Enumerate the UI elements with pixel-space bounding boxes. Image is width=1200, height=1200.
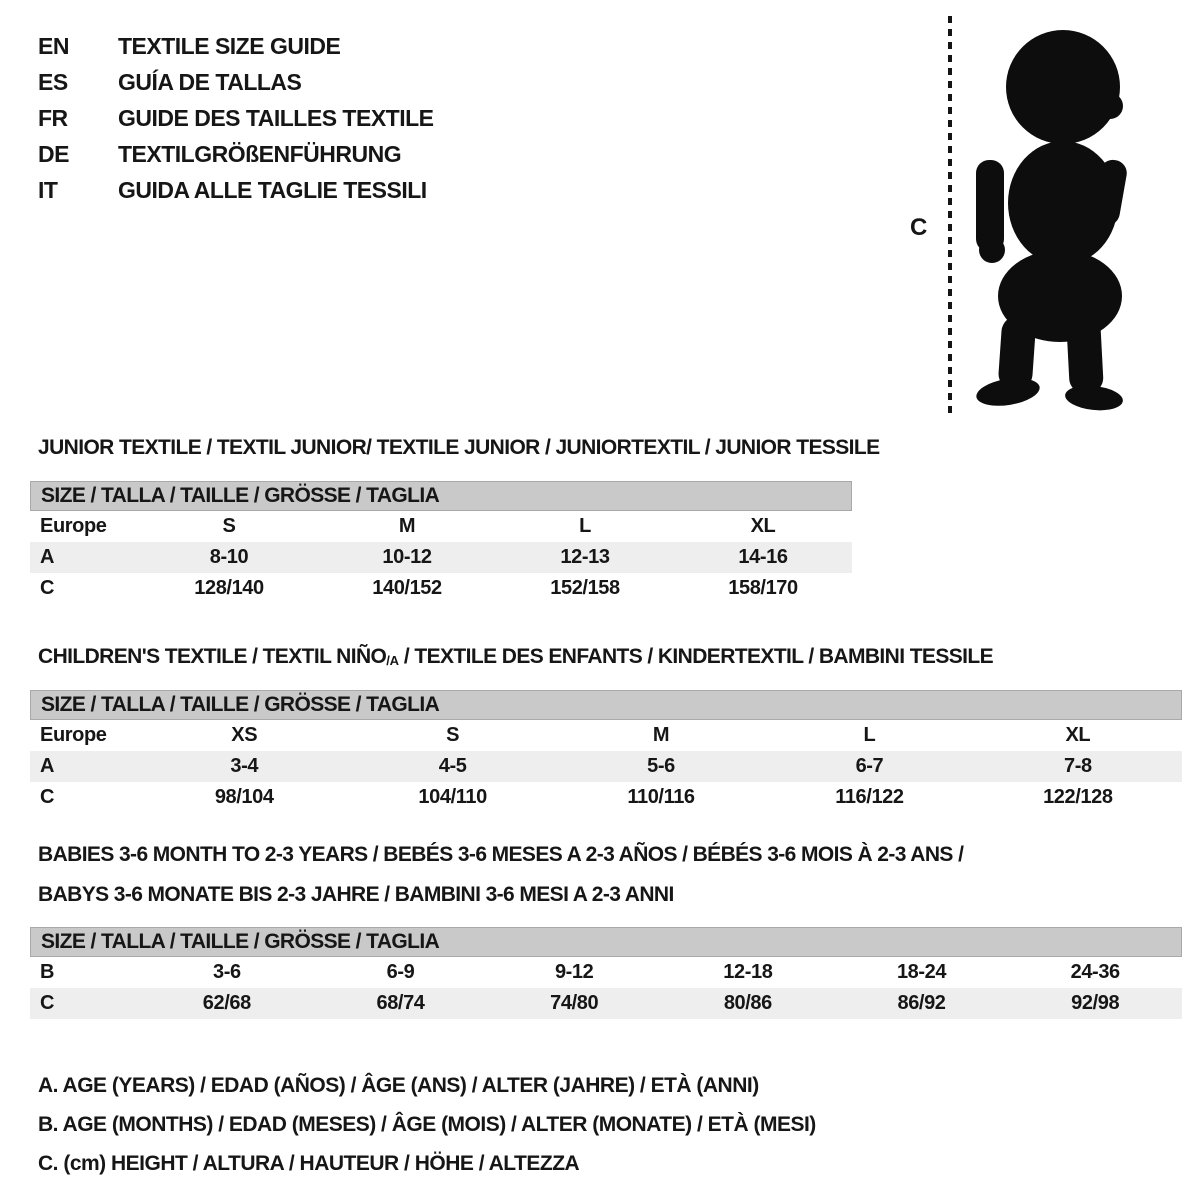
- size-cell: 116/122: [835, 786, 904, 808]
- size-cell: 14-16: [738, 546, 788, 568]
- language-code: ES: [38, 68, 68, 95]
- table-row: [30, 988, 1182, 1019]
- language-code: EN: [38, 32, 69, 59]
- babies-section-title-line2: BABYS 3-6 MONATE BIS 2-3 JAHRE / BAMBINI 3-6 MESI A 2-3 ANNI: [38, 883, 674, 906]
- table-row: [30, 573, 852, 604]
- size-cell: 7-8: [1063, 755, 1092, 777]
- size-cell: XL: [750, 515, 776, 537]
- size-cell: L: [863, 724, 876, 746]
- size-cell: 6-9: [386, 961, 415, 983]
- row-label-cell: Europe: [40, 724, 107, 746]
- language-code: FR: [38, 104, 68, 131]
- row-label-cell: C: [40, 577, 55, 599]
- toddler-silhouette-icon: [968, 18, 1136, 416]
- size-cell: M: [398, 515, 416, 537]
- size-cell: 122/128: [1043, 786, 1113, 808]
- junior-section-title: JUNIOR TEXTILE / TEXTIL JUNIOR/ TEXTILE JUNIOR / JUNIORTEXTIL / JUNIOR TESSILE: [38, 436, 880, 459]
- language-label: TEXTILGRÖßENFÜHRUNG: [118, 140, 402, 167]
- language-row: [38, 136, 434, 172]
- language-row: [38, 28, 434, 64]
- children-title-prefix: CHILDREN'S TEXTILE / TEXTIL NIÑO: [38, 645, 387, 668]
- size-cell: 10-12: [382, 546, 432, 568]
- legend-item-a: A. AGE (YEARS) / EDAD (AÑOS) / ÂGE (ANS) / ALTER (JAHRE) / ETÀ (ANNI): [38, 1073, 759, 1097]
- height-measure-line: [948, 16, 952, 416]
- babies-size-table: [30, 927, 1182, 1019]
- row-label-cell: C: [40, 992, 55, 1014]
- table-row: [30, 957, 1182, 988]
- language-label: GUÍA DE TALLAS: [118, 68, 302, 95]
- language-code: DE: [38, 140, 69, 167]
- language-row: [38, 172, 434, 208]
- row-label-cell: C: [40, 786, 55, 808]
- size-cell: S: [222, 515, 236, 537]
- size-header-text: SIZE / TALLA / TAILLE / GRÖSSE / TAGLIA: [41, 693, 440, 716]
- table-row: [30, 542, 852, 573]
- language-row: [38, 100, 434, 136]
- size-header-bar: [30, 690, 1182, 720]
- language-label: GUIDE DES TAILLES TEXTILE: [118, 104, 434, 131]
- size-cell: 80/86: [723, 992, 772, 1014]
- size-cell: 5-6: [647, 755, 675, 777]
- size-header-bar: [30, 481, 852, 511]
- language-code: IT: [38, 176, 58, 203]
- children-title-subscript: /A: [386, 653, 399, 668]
- row-label-cell: B: [40, 961, 55, 983]
- size-cell: 110/116: [627, 786, 695, 808]
- size-cell: 62/68: [202, 992, 251, 1014]
- size-cell: 9-12: [554, 961, 594, 983]
- table-row: [30, 720, 1182, 751]
- size-cell: XL: [1065, 724, 1091, 746]
- table-row: [30, 751, 1182, 782]
- table-row: [30, 511, 852, 542]
- size-cell: 68/74: [376, 992, 425, 1014]
- legend: [38, 1066, 816, 1183]
- row-label-cell: A: [40, 546, 55, 568]
- size-cell: 8-10: [209, 546, 249, 568]
- children-size-table: [30, 690, 1182, 813]
- babies-section-title-line1: BABIES 3-6 MONTH TO 2-3 YEARS / BEBÉS 3-6 MESES A 2-3 AÑOS / BÉBÉS 3-6 MOIS À 2-3 ANS /: [38, 843, 964, 866]
- size-cell: 158/170: [728, 577, 798, 599]
- size-cell: 24-36: [1070, 961, 1120, 983]
- size-cell: 92/98: [1071, 992, 1120, 1014]
- language-row: [38, 64, 434, 100]
- size-cell: 18-24: [896, 961, 947, 983]
- size-cell: 6-7: [855, 755, 884, 777]
- size-cell: 104/110: [418, 786, 487, 808]
- size-cell: 98/104: [214, 786, 274, 808]
- size-cell: 3-6: [212, 961, 241, 983]
- children-title-suffix: / TEXTILE DES ENFANTS / KINDERTEXTIL / BAMBINI TESSILE: [398, 645, 994, 668]
- language-title-list: [38, 28, 434, 208]
- size-cell: 12-18: [723, 961, 773, 983]
- size-cell: 140/152: [372, 577, 442, 599]
- size-header-bar: [30, 927, 1182, 957]
- table-row: [30, 782, 1182, 813]
- row-label-cell: Europe: [40, 515, 107, 537]
- legend-item-c: C. (cm) HEIGHT / ALTURA / HAUTEUR / HÖHE / ALTEZZA: [38, 1151, 580, 1175]
- language-label: GUIDA ALLE TAGLIE TESSILI: [118, 176, 427, 203]
- legend-item-b: B. AGE (MONTHS) / EDAD (MESES) / ÂGE (MOIS) / ALTER (MONATE) / ETÀ (MESI): [38, 1112, 816, 1136]
- children-section-title: [38, 645, 993, 669]
- language-label: TEXTILE SIZE GUIDE: [118, 32, 341, 59]
- size-cell: XS: [231, 724, 258, 746]
- size-cell: M: [652, 724, 670, 746]
- row-label-cell: A: [40, 755, 55, 777]
- size-header-text: SIZE / TALLA / TAILLE / GRÖSSE / TAGLIA: [41, 484, 440, 507]
- size-cell: 3-4: [230, 755, 259, 777]
- size-cell: 74/80: [550, 992, 599, 1014]
- size-header-text: SIZE / TALLA / TAILLE / GRÖSSE / TAGLIA: [41, 930, 440, 953]
- size-cell: 128/140: [194, 577, 264, 599]
- size-cell: 4-5: [438, 755, 467, 777]
- size-cell: L: [579, 515, 591, 537]
- height-measure-label: C: [910, 214, 928, 241]
- junior-size-table: [30, 481, 852, 604]
- size-cell: 86/92: [897, 992, 946, 1014]
- size-cell: S: [446, 724, 460, 746]
- size-cell: 12-13: [560, 546, 610, 568]
- size-cell: 152/158: [550, 577, 620, 599]
